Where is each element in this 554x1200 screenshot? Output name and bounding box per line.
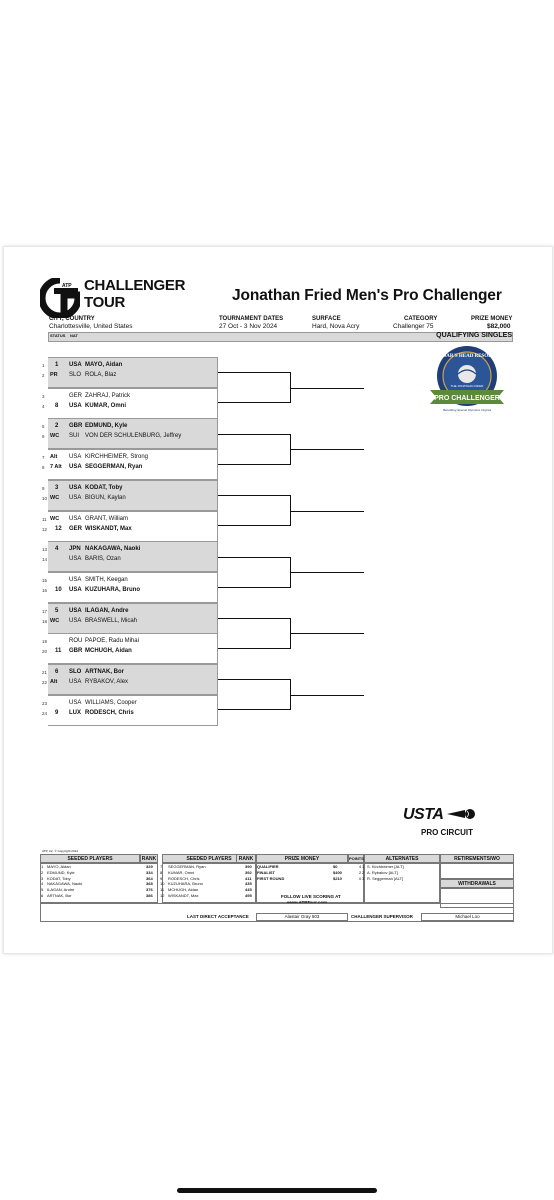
player-nat: USA: [69, 485, 82, 491]
draw-position: 9: [42, 486, 45, 491]
player-name[interactable]: SMITH, Keegan: [85, 577, 128, 583]
player-nat: ROU: [69, 638, 83, 644]
pro-circuit-label: PRO CIRCUIT: [421, 828, 473, 837]
player-nat: USA: [69, 516, 82, 522]
seed-no: 11: [160, 887, 165, 893]
player-name[interactable]: RODESCH, Chris: [85, 710, 134, 716]
player-nat: USA: [69, 587, 82, 593]
player-nat: GBR: [69, 423, 83, 429]
withdrawals-title: WITHDRAWALS: [440, 879, 514, 888]
prize-round: FIRST ROUND: [257, 875, 285, 881]
seed-no: 1: [41, 864, 44, 869]
nat-header: NAT: [70, 333, 78, 338]
bracket-line: [218, 679, 291, 710]
home-indicator[interactable]: [177, 1188, 377, 1193]
player-name[interactable]: BIGUN, Kaylan: [85, 495, 126, 501]
draw-position: 6: [42, 434, 45, 439]
seed-number: 10: [55, 587, 62, 593]
draw-position: 14: [42, 557, 48, 562]
prize-round: FINALIST: [257, 869, 275, 875]
seed-no: 6: [41, 893, 44, 898]
alt-no: 3: [362, 875, 365, 881]
player-name[interactable]: ILAGAN, Andre: [85, 608, 129, 614]
seed-number: 3: [55, 485, 59, 491]
seed-player: KUZUHARA, Bruno: [168, 881, 203, 887]
seeded-title-2: SEEDED PLAYERS: [162, 854, 256, 863]
seed-player: SEGGERMAN, Ryan: [168, 864, 206, 869]
entry-status: WC: [50, 495, 60, 501]
seed-number: 1: [55, 362, 59, 368]
seeded-title-1: SEEDED PLAYERS: [40, 854, 140, 863]
draw-position: 18: [42, 619, 48, 624]
seed-rank: 390: [245, 864, 252, 869]
prize-amount: $210: [333, 875, 342, 881]
seed-no: 8: [160, 869, 163, 875]
draw-position: 4: [42, 404, 45, 409]
logo-line1: CHALLENGER: [84, 277, 186, 294]
seed-no: 10: [160, 881, 165, 887]
retirements-title: RETIREMENTS/WO: [440, 854, 514, 863]
badge-ribbon-text: PRO CHALLENGER: [434, 395, 500, 402]
bracket-line: [218, 495, 291, 526]
seed-rank: 364: [146, 875, 153, 881]
bracket-line: [218, 557, 291, 588]
player-nat: SLO: [69, 372, 82, 378]
seed-rank: 376: [146, 887, 153, 893]
prize-points: 2: [359, 869, 362, 875]
player-name[interactable]: KIRCHHEIMER, Strong: [85, 454, 149, 460]
lda-label: LAST DIRECT ACCEPTANCE: [187, 914, 249, 919]
draw-position: 12: [42, 527, 48, 532]
seed-number: 9: [55, 710, 59, 716]
player-name[interactable]: NAKAGAWA, Naoki: [85, 546, 141, 552]
category-value: Challenger 75: [393, 323, 434, 330]
draw-position: 3: [42, 394, 45, 399]
seed-player: ARTNAK, Bor: [47, 893, 72, 898]
winner-line: [291, 449, 364, 450]
entry-status: WC: [50, 516, 60, 522]
seed-rank: 411: [245, 875, 252, 881]
draw-position: 5: [42, 424, 45, 429]
player-nat: SUI: [69, 433, 80, 439]
status-header: STATUS: [50, 333, 66, 338]
seed-number: 2: [55, 423, 59, 429]
city-value: Charlottesville, United States: [49, 323, 133, 330]
winner-line: [291, 633, 364, 634]
player-name[interactable]: EDMUND, Kyle: [85, 423, 128, 429]
winner-line: [291, 388, 364, 389]
atp-site-link[interactable]: www.ATPTour.com: [287, 900, 328, 905]
dates-value: 27 Oct - 3 Nov 2024: [219, 323, 278, 330]
seed-no: 9: [160, 875, 163, 881]
seed-rank: 495: [245, 893, 252, 898]
lda-value: Alastair Gray 503: [256, 913, 348, 921]
seed-number: 4: [55, 546, 59, 552]
alt-player: A. Rybakov [ALT]: [367, 869, 398, 875]
alt-no: 2: [362, 869, 365, 875]
seed-no: 7: [160, 864, 163, 869]
player-nat: USA: [69, 403, 82, 409]
usta-logo: USTA: [403, 806, 444, 823]
seed-rank: 368: [146, 881, 153, 887]
supervisor-label: CHALLENGER SUPERVISOR: [351, 914, 413, 919]
player-name[interactable]: BARIS, Ozan: [85, 556, 121, 562]
rank-title-2: RANK: [236, 854, 256, 863]
seed-rank: 392: [245, 869, 252, 875]
winner-line: [291, 511, 364, 512]
player-nat: USA: [69, 577, 82, 583]
player-nat: USA: [69, 700, 82, 706]
player-name[interactable]: ZAHRAJ, Patrick: [85, 393, 131, 399]
draw-position: 11: [42, 517, 47, 522]
alt-no: 1: [362, 864, 365, 869]
player-name[interactable]: SEGGERMAN, Ryan: [85, 464, 143, 470]
seed-player: ILAGAN, Andre: [47, 887, 75, 893]
player-nat: USA: [69, 608, 82, 614]
seed-number: 6: [55, 669, 59, 675]
surface-label: SURFACE: [312, 316, 341, 322]
draw-position: 19: [42, 639, 48, 644]
player-nat: LUX: [69, 710, 81, 716]
seed-rank: 329: [146, 864, 153, 869]
entry-status: WC: [50, 618, 60, 624]
player-name[interactable]: BRASWELL, Micah: [85, 618, 138, 624]
seed-player: MAYO, Aidan: [47, 864, 71, 869]
entry-status: Alt: [50, 679, 58, 685]
boars-head-badge-icon: [428, 344, 506, 416]
seed-no: 2: [41, 869, 44, 875]
seed-no: 12: [160, 893, 165, 898]
entry-status: 7 Alt: [50, 464, 62, 470]
seed-rank: 445: [245, 887, 252, 893]
draw-position: 23: [42, 701, 48, 706]
entry-status: WC: [50, 433, 60, 439]
player-nat: USA: [69, 464, 82, 470]
player-nat: JPN: [69, 546, 81, 552]
player-nat: USA: [69, 362, 82, 368]
bracket-line: [218, 434, 291, 465]
city-label: CITY, COUNTRY: [49, 316, 95, 322]
draw-position: 7: [42, 455, 45, 460]
seed-number: 12: [55, 526, 62, 532]
player-name[interactable]: RYBAKOV, Alex: [85, 679, 129, 685]
prize-amount: $400: [333, 869, 342, 875]
player-name[interactable]: WISKANDT, Max: [85, 526, 132, 532]
prize-amount: $0: [333, 864, 338, 869]
bracket-line: [218, 372, 291, 403]
rank-title-1: RANK: [141, 856, 157, 862]
badge-tag-text: Benefiting Special Olympics Virginia: [443, 408, 491, 412]
seed-rank: 386: [146, 893, 153, 898]
player-nat: USA: [69, 495, 82, 501]
entry-status: PR: [50, 372, 58, 378]
draw-position: 20: [42, 649, 48, 654]
player-nat: GBR: [69, 648, 83, 654]
player-nat: SLO: [69, 669, 82, 675]
atp-logo-icon: [40, 278, 80, 318]
dates-label: TOURNAMENT DATES: [219, 316, 284, 322]
surface-value: Hard, Nova Acry: [312, 323, 360, 330]
seed-player: NAKAGAWA, Naoki: [47, 881, 83, 887]
points-title: POINTS: [349, 856, 364, 861]
draw-position: 16: [42, 588, 48, 593]
player-name[interactable]: KUMAR, Omni: [85, 403, 126, 409]
draw-position: 21: [42, 670, 48, 675]
draw-position: 2: [42, 373, 45, 378]
badge-top-text: BOAR'S HEAD RESORT: [439, 354, 495, 359]
player-name[interactable]: WILLIAMS, Cooper: [85, 700, 137, 706]
supervisor-value: Michael Loo: [421, 913, 514, 921]
badge-sub-text: THE JONATHAN FRIED: [450, 384, 484, 388]
player-name[interactable]: KODAT, Toby: [85, 485, 123, 491]
player-nat: GER: [69, 526, 83, 532]
player-name[interactable]: MAYO, Aidan: [85, 362, 123, 368]
player-nat: USA: [69, 556, 82, 562]
player-nat: USA: [69, 618, 82, 624]
player-nat: GER: [69, 393, 83, 399]
seed-number: 8: [55, 403, 59, 409]
atp-small-label: ATP: [62, 283, 72, 289]
seed-player: RODESCH, Chris: [168, 875, 200, 881]
entry-status: Alt: [50, 454, 58, 460]
player-name[interactable]: PAPOE, Radu Mihai: [85, 638, 139, 644]
player-name[interactable]: VON DER SCHULENBURG, Jeffrey: [85, 433, 182, 439]
seed-rank: 334: [146, 869, 153, 875]
prize-label: PRIZE MONEY: [471, 316, 513, 322]
prize-title: PRIZE MONEY: [256, 854, 348, 863]
alt-player: S. Kirchheimer [ALT]: [367, 864, 404, 869]
prize-points: 4: [359, 864, 362, 869]
draw-position: 17: [42, 609, 48, 614]
draw-position: 1: [42, 363, 45, 368]
section-title: QUALIFYING SINGLES: [436, 332, 512, 339]
draw-position: 24: [42, 711, 48, 716]
player-name[interactable]: GRANT, William: [85, 516, 128, 522]
draw-position: 22: [42, 680, 48, 685]
logo-line2: TOUR: [84, 294, 126, 311]
retirements-box: [440, 863, 514, 879]
draw-position: 15: [42, 578, 48, 583]
seed-player: EDMUND, Kyle: [47, 869, 75, 875]
player-nat: USA: [69, 679, 82, 685]
seed-number: 5: [55, 608, 59, 614]
bracket-line: [218, 618, 291, 649]
seed-rank: 435: [245, 881, 252, 887]
player-name[interactable]: ROLA, Blaz: [85, 372, 117, 378]
seed-number: 11: [55, 648, 62, 654]
alternates-title: ALTERNATES: [364, 854, 440, 863]
draw-position: 13: [42, 547, 48, 552]
seed-no: 5: [41, 887, 44, 893]
prize-value: $82,000: [487, 323, 511, 330]
page-title: Jonathan Fried Men's Pro Challenger: [232, 287, 502, 304]
seed-no: 3: [41, 875, 44, 881]
player-name[interactable]: MCHUGH, Aidan: [85, 648, 132, 654]
follow-label: FOLLOW LIVE SCORING AT: [281, 894, 341, 899]
seed-player: KUMAR, Omni: [168, 869, 195, 875]
copyright: ATP, Inc. © Copyright 2014: [42, 849, 78, 853]
seed-player: MCHUGH, Aidan: [168, 887, 199, 893]
seed-player: WISKANDT, Max: [168, 893, 199, 898]
player-name[interactable]: ARTNAK, Bor: [85, 669, 124, 675]
alt-player: R. Seggerman [ALT]: [367, 875, 404, 881]
prize-points: 0: [359, 875, 362, 881]
seed-no: 4: [41, 881, 44, 887]
player-nat: USA: [69, 454, 82, 460]
player-name[interactable]: KUZUHARA, Bruno: [85, 587, 140, 593]
usta-ball-icon: [447, 808, 477, 820]
draw-position: 8: [42, 465, 45, 470]
seed-player: KODAT, Toby: [47, 875, 71, 881]
prize-round: QUALIFIER: [257, 864, 279, 869]
winner-line: [291, 572, 364, 573]
category-label: CATEGORY: [404, 316, 438, 322]
winner-line: [291, 695, 364, 696]
draw-position: 10: [42, 496, 48, 501]
